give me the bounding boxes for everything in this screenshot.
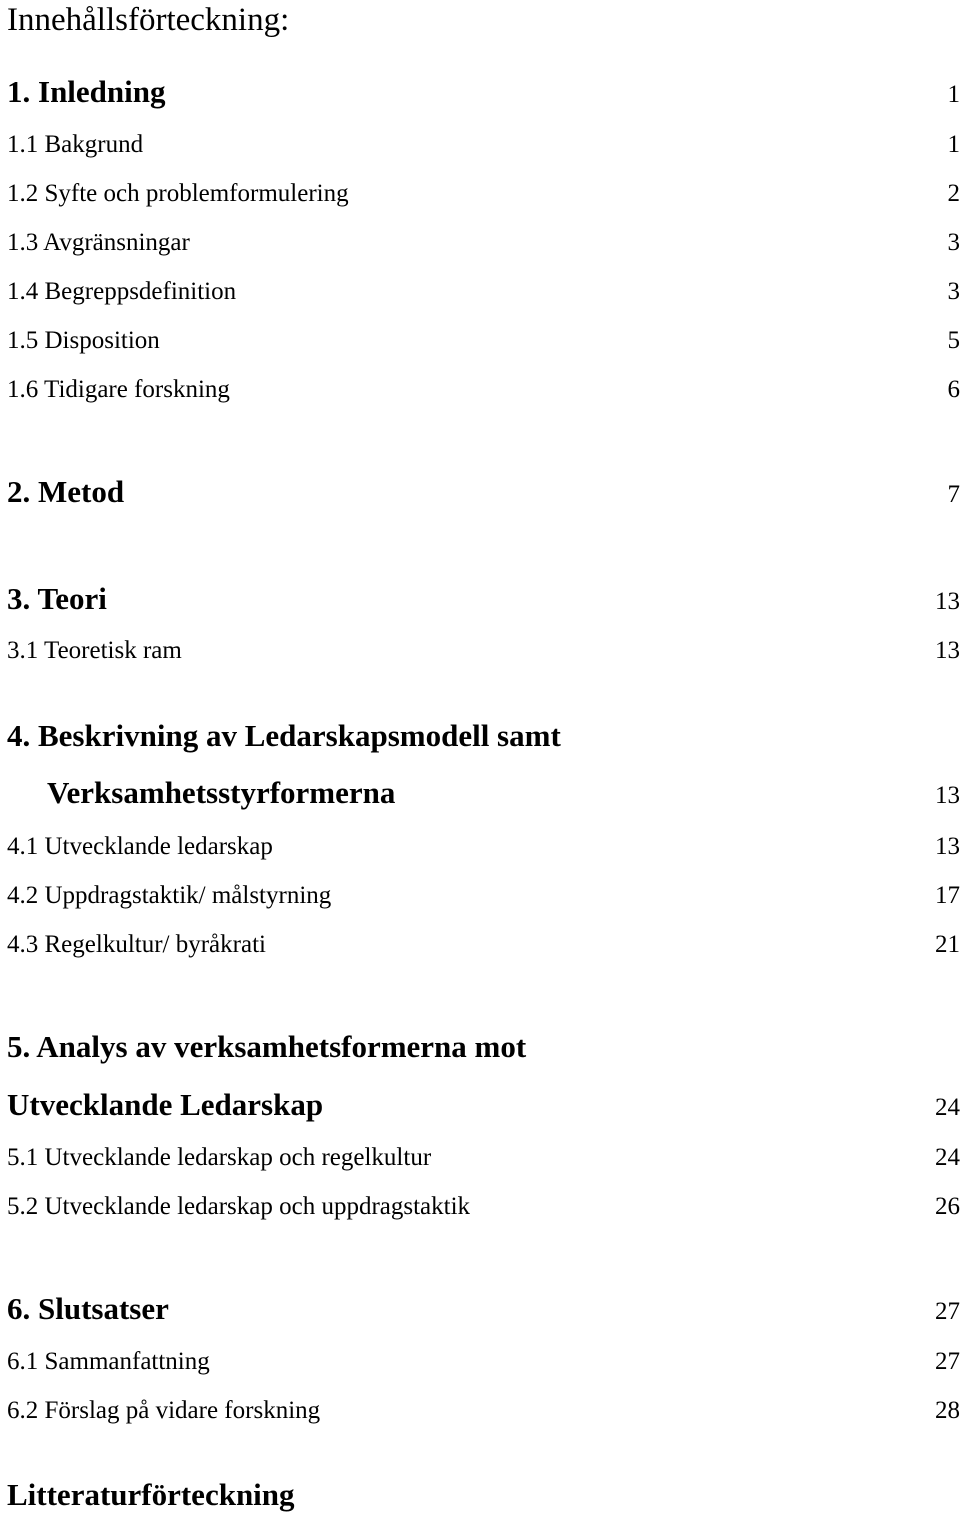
toc-entry-6	[7, 1289, 960, 1332]
toc-entry-1-4	[7, 276, 960, 308]
toc-entry-page: 3	[947, 278, 960, 305]
toc-entry-label: 4.3 Regelkultur/ byråkrati	[7, 931, 266, 958]
toc-entry-1-2	[7, 178, 960, 210]
toc-entry-page: 24	[935, 1094, 960, 1121]
toc-entry-label: 3. Teori	[7, 581, 107, 616]
toc-entry-page: 26	[935, 1193, 960, 1220]
toc-entry-page: 13	[935, 588, 960, 615]
toc-entry-label: Verksamhetsstyrformerna	[47, 775, 396, 810]
toc-entry-label: 1. Inledning	[7, 74, 166, 109]
toc-entry-1-5	[7, 325, 960, 357]
toc-entry-1	[7, 72, 960, 115]
toc-entry-6-1	[7, 1346, 960, 1378]
toc-entry-label: 1.6 Tidigare forskning	[7, 376, 230, 403]
toc-entry-label: 3.1 Teoretisk ram	[7, 637, 182, 664]
toc-entry-label: 1.4 Begreppsdefinition	[7, 278, 237, 305]
toc-entry-page: 17	[935, 882, 960, 909]
toc-entry-page: 1	[947, 131, 960, 158]
toc-entry-page: 5	[947, 327, 960, 354]
toc-entry-label: 5.2 Utvecklande ledarskap och uppdragstaktik	[7, 1193, 471, 1220]
toc-entry-page: 24	[935, 1144, 960, 1171]
toc-entry-label: Utvecklande Ledarskap	[7, 1087, 324, 1122]
toc-entry-label: 1.3 Avgränsningar	[7, 229, 190, 256]
toc-entry-label: 1.5 Disposition	[7, 327, 160, 354]
toc-entry-page: 27	[935, 1348, 960, 1375]
toc-entry-4-3	[7, 929, 960, 961]
toc-entry-5-line-1: 5. Analys av verksamhetsformerna mot	[7, 1029, 527, 1064]
toc-entry-4-line-1: 4. Beskrivning av Ledarskapsmodell samt	[7, 718, 561, 753]
toc-entry-page: 13	[935, 782, 960, 809]
toc-entry-label: 6. Slutsatser	[7, 1291, 169, 1326]
toc-entry-1-1	[7, 129, 960, 161]
toc-entry-page: 13	[935, 637, 960, 664]
toc-entry-page: 2	[947, 180, 960, 207]
toc-entry-5-line-2	[7, 1085, 960, 1128]
toc-entry-label: 1.2 Syfte och problemformulering	[7, 180, 349, 207]
toc-entry-page: 3	[947, 229, 960, 256]
toc-entry-2	[7, 472, 960, 515]
toc-entry-1-3	[7, 227, 960, 259]
toc-entry-label: 4.2 Uppdragstaktik/ målstyrning	[7, 882, 332, 909]
toc-entry-label: 5.1 Utvecklande ledarskap och regelkultur	[7, 1144, 432, 1171]
toc-entry-page: 28	[935, 1397, 960, 1424]
toc-entry-3	[7, 579, 960, 622]
toc-entry-4-line-2	[47, 773, 960, 816]
toc-entry-page: 1	[947, 81, 960, 108]
toc-entry-references: Litteraturförteckning	[7, 1477, 295, 1512]
toc-entry-1-6	[7, 374, 960, 406]
toc-entry-page: 27	[935, 1298, 960, 1325]
toc-entry-page: 6	[947, 376, 960, 403]
toc-entry-4-1	[7, 831, 960, 863]
toc-entry-page: 21	[935, 931, 960, 958]
toc-entry-3-1	[7, 635, 960, 667]
toc-entry-label: 4.1 Utvecklande ledarskap	[7, 833, 273, 860]
toc-entry-label: 2. Metod	[7, 474, 125, 509]
toc-entry-label: 6.2 Förslag på vidare forskning	[7, 1397, 321, 1424]
toc-title: Innehållsförteckning:	[7, 2, 290, 38]
toc-entry-5-2	[7, 1191, 960, 1223]
toc-entry-page: 13	[935, 833, 960, 860]
toc-entry-4-2	[7, 880, 960, 912]
toc-entry-label: 1.1 Bakgrund	[7, 131, 144, 158]
toc-entry-6-2	[7, 1395, 960, 1427]
toc-entry-page: 7	[947, 481, 960, 508]
toc-entry-label: 6.1 Sammanfattning	[7, 1348, 210, 1375]
toc-entry-5-1	[7, 1142, 960, 1174]
